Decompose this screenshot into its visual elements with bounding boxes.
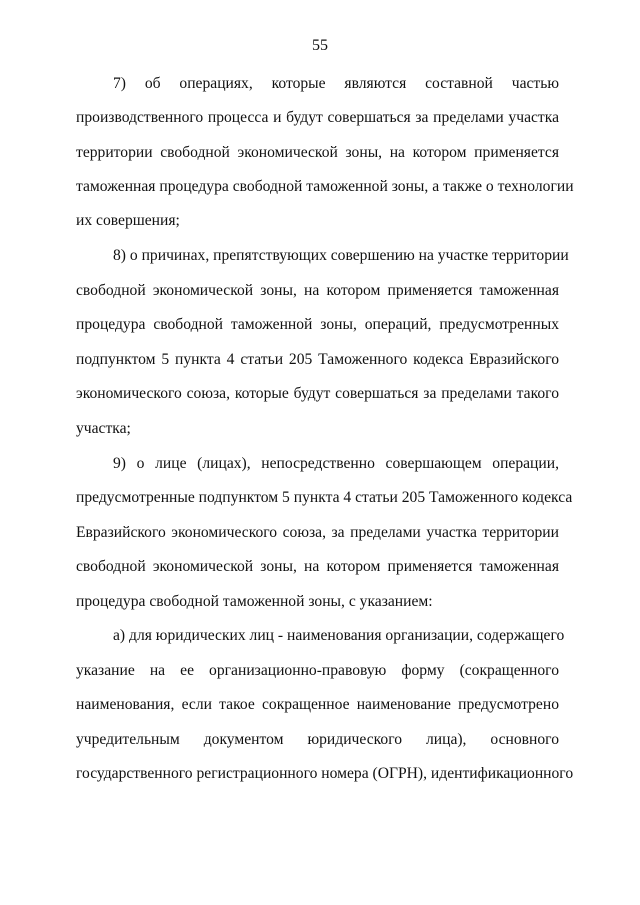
text-line: а) для юридических лиц - наименования организации, содержащего: [113, 627, 565, 644]
page-number: 55: [312, 37, 328, 54]
text-line: Евразийского экономического союза, за пределами участка территории: [76, 524, 559, 541]
text-line: процедура свободной таможенной зоны, с указанием:: [76, 593, 433, 610]
text-line: 9) о лице (лицах), непосредственно совершающем операции,: [113, 455, 559, 472]
text-line: учредительным документом юридического лица), основного: [76, 731, 559, 748]
text-line: экономического союза, которые будут совершаться за пределами такого: [76, 385, 559, 402]
text-line: участка;: [76, 420, 131, 437]
text-line: государственного регистрационного номера (ОГРН), идентификационного: [76, 765, 574, 782]
text-line: 8) о причинах, препятствующих совершению на участке территории: [113, 247, 569, 264]
text-line: 7) об операциях, которые являются составной частью: [113, 75, 559, 92]
text-line: свободной экономической зоны, на котором применяется таможенная: [76, 282, 559, 299]
text-line: производственного процесса и будут совершаться за пределами участка: [76, 109, 559, 126]
text-line: предусмотренные подпунктом 5 пункта 4 статьи 205 Таможенного кодекса: [76, 489, 573, 506]
text-line: процедура свободной таможенной зоны, операций, предусмотренных: [76, 316, 559, 333]
text-line: наименования, если такое сокращенное наименование предусмотрено: [76, 696, 559, 713]
text-line: территории свободной экономической зоны, на котором применяется: [76, 144, 559, 161]
text-line: таможенная процедура свободной таможенной зоны, а также о технологии: [76, 178, 574, 195]
text-line: их совершения;: [76, 212, 180, 229]
text-line: подпунктом 5 пункта 4 статьи 205 Таможенного кодекса Евразийского: [76, 351, 559, 368]
text-line: свободной экономической зоны, на котором применяется таможенная: [76, 558, 559, 575]
text-line: указание на ее организационно-правовую форму (сокращенного: [76, 662, 559, 679]
